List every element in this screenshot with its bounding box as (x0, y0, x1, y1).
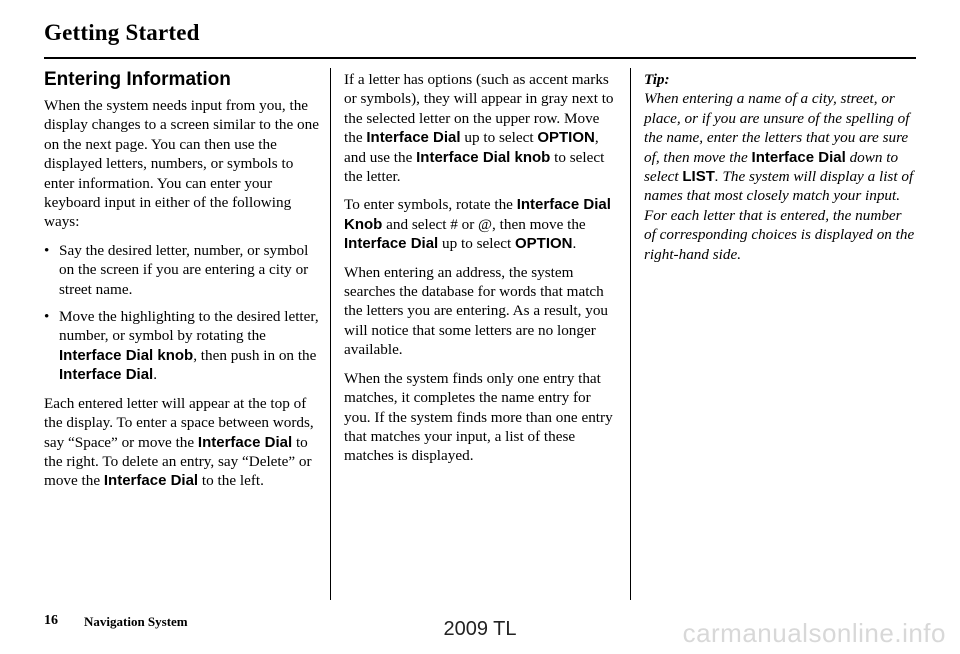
control-name: OPTION (537, 129, 595, 147)
control-name: Interface Dial (197, 433, 293, 451)
control-name: Interface Dial (366, 129, 461, 147)
control-name: LIST (682, 168, 715, 186)
control-name: Interface Dial Knob (344, 196, 611, 233)
column-2 (344, 70, 616, 475)
input-methods-list (44, 241, 320, 385)
address-paragraph: When entering an address, the system searches the database for words that match the letters you are entering. As a result, you will notice that some letters are no longer available. (344, 263, 609, 359)
control-name: Interface Dial (751, 148, 846, 166)
site-watermark: carmanualsonline.info (682, 618, 946, 648)
manual-name: Navigation System (84, 614, 188, 629)
model-watermark: 2009 TL (443, 618, 517, 640)
list-item: • Move the highlighting to the desired letter, number, or symbol by rotating the Interface Dial knob, then push in on the Interface Dial. (44, 307, 320, 385)
control-name: Interface Dial (344, 235, 439, 253)
column-3-tip (644, 70, 916, 273)
section-heading: Entering Information (44, 69, 231, 90)
intro-paragraph: When the system needs input from you, the display changes to a screen similar to the one on the next page. You can then use the displayed letters, numbers, or symbols to enter information. You can enter your keyboard input in either of the following ways: (44, 97, 319, 231)
options-paragraph: If a letter has options (such as accent marks or symbols), they will appear in gray next to the selected letter on the upper row. Move the Interface Dial up to select OPTION, and use the Interface Dial knob to select the letter. (344, 71, 614, 186)
control-name: Interface Dial knob (59, 346, 194, 364)
control-name: Interface Dial knob (416, 148, 551, 166)
column-divider-1 (330, 68, 331, 600)
header-divider (44, 57, 916, 59)
control-name: Interface Dial (103, 472, 199, 490)
list-item: • Say the desired letter, number, or symbol on the screen if you are entering a city or street name. (44, 241, 320, 299)
control-name: OPTION (514, 235, 573, 253)
page-title: Getting Started (44, 20, 200, 45)
symbols-paragraph: To enter symbols, rotate the Interface Dial Knob and select # or @, then move the Interface Dial up to select OPTION. (344, 196, 611, 253)
page-number: 16 (44, 613, 58, 628)
space-delete-paragraph: Each entered letter will appear at the top of the display. To enter a space between words, say “Space” or move the Interface Dial to the right. To delete an entry, say “Delete” or move the Interface Dial to the left. (44, 394, 314, 490)
tip-text: When entering a name of a city, street, or place, or if you are unsure of the spelling of the name, enter the letters that you are sure of, then move the Interface Dial down to select LIST. The system will display a list of names that most closely match your input. For each letter that is entered, the number of corresponding choices is displayed on the right-hand side. (644, 90, 915, 263)
column-divider-2 (630, 68, 631, 600)
control-name: Interface Dial (59, 366, 154, 384)
tip-label: Tip: (644, 71, 670, 88)
match-paragraph: When the system finds only one entry that matches, it completes the name entry for you. If the system finds more than one entry that matches your input, a list of these matches is displayed. (344, 369, 613, 465)
column-1 (44, 68, 320, 500)
